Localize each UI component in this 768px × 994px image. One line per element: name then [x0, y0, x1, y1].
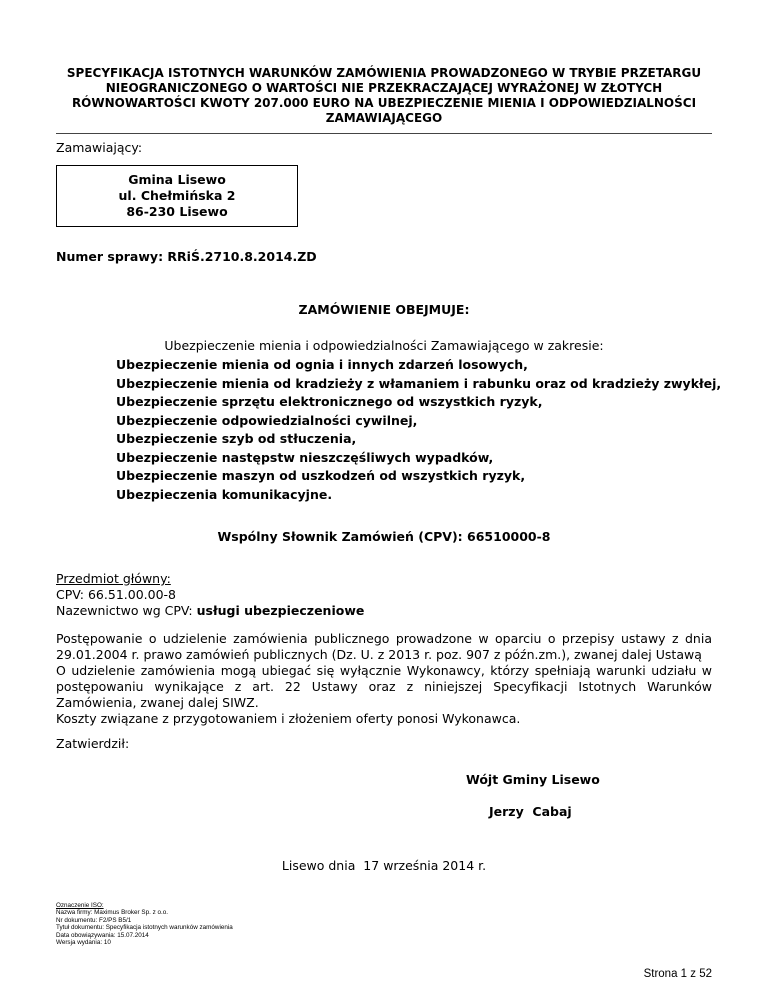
orderer-city: 86-230 Lisewo — [126, 204, 228, 219]
scope-item: Ubezpieczenie mienia od kradzieży z włamaniem i rabunku oraz od kradzieży zwykłej, — [116, 375, 722, 391]
approver-name: Jerzy Cabaj — [489, 804, 572, 819]
scope-item: Ubezpieczenie odpowiedzialności cywilnej, — [116, 412, 418, 428]
iso-heading: Oznaczenie ISO: — [56, 902, 104, 909]
cpv-name — [56, 603, 364, 619]
orderer-label: Zamawiający: — [56, 140, 143, 155]
place-date: Lisewo dnia 17 września 2014 r. — [281, 858, 487, 873]
cpv-dictionary: Wspólny Słownik Zamówień (CPV): 66510000-8 — [217, 529, 551, 544]
scope-item: Ubezpieczenie następstw nieszczęśliwych wypadków, — [116, 449, 494, 465]
procedure-paragraph — [56, 631, 712, 727]
scope-item: Ubezpieczenie szyb od stłuczenia, — [116, 431, 357, 446]
scope-list — [116, 356, 721, 504]
scope-item: Ubezpieczenie mienia od ognia i innych zdarzeń losowych, — [116, 357, 528, 372]
procedure-text-2: O udzielenie zamówienia mogą ubiegać się wyłącznie Wykonawcy, którzy spełniają warunki udziału w postępowaniu wynikające z art. 22 Ustawy oraz z niniejszej Specyfikacji Istotnych Warunków Zamówienia, zwanej dalej SIWZ. — [56, 663, 712, 710]
title-line: NIEOGRANICZONEGO O WARTOŚCI NIE PRZEKRACZAJĄCEJ WYRAŻONEJ W ZŁOTYCH — [105, 81, 663, 95]
iso-line: Tytuł dokumentu: Specyfikacja istotnych warunków zamówienia — [56, 924, 233, 932]
page-number: Strona 1 z 52 — [643, 968, 712, 980]
cpv-name-value: usługi ubezpieczeniowe — [196, 603, 365, 618]
header-divider — [56, 133, 712, 134]
approval-label: Zatwierdził: — [56, 736, 130, 751]
case-number: Numer sprawy: RRiŚ.2710.8.2014.ZD — [56, 249, 317, 264]
title-line: ZAMAWIAJĄCEGO — [325, 111, 443, 125]
scope-item: Ubezpieczenie sprzętu elektronicznego od wszystkich ryzyk, — [116, 394, 543, 409]
scope-item: Ubezpieczenie maszyn od uszkodzeń od wszystkich ryzyk, — [116, 468, 526, 483]
iso-line: Data obowiązywania: 15.07.2014 — [56, 931, 149, 939]
orderer-street: ul. Chełmińska 2 — [118, 188, 236, 203]
orderer-address-box — [56, 165, 298, 227]
iso-block — [56, 902, 233, 946]
procedure-text-3: Koszty związane z przygotowaniem i złożeniem oferty ponosi Wykonawca. — [56, 711, 521, 726]
approver-role: Wójt Gminy Lisewo — [466, 772, 600, 787]
iso-line: Nr dokumentu: F2/PS B5/1 — [56, 916, 132, 924]
iso-line: Nazwa firmy: Maximus Broker Sp. z o.o. — [56, 909, 168, 917]
title-line: RÓWNOWARTOŚCI KWOTY 207.000 EURO NA UBEZPIECZENIE MIENIA I ODPOWIEDZIALNOŚCI — [71, 96, 697, 110]
scope-intro: Ubezpieczenie mienia i odpowiedzialności Zamawiającego w zakresie: — [164, 338, 604, 353]
procedure-text-1: Postępowanie o udzielenie zamówienia publicznego prowadzone w oparciu o przepisy ustawy z dnia 29.01.2004 r. prawo zamówień publicznych (Dz. U. z 2013 r. poz. 907 z późn.zm.), zwanej dalej Ustawą — [56, 631, 712, 662]
orderer-name: Gmina Lisewo — [128, 172, 226, 187]
title-line: SPECYFIKACJA ISTOTNYCH WARUNKÓW ZAMÓWIENIA PROWADZONEGO W TRYBIE PRZETARGU — [66, 66, 702, 80]
cpv-name-label: Nazewnictwo wg CPV: — [56, 603, 197, 618]
scope-item: Ubezpieczenia komunikacyjne. — [116, 486, 333, 502]
cpv-code: CPV: 66.51.00.00-8 — [56, 587, 176, 602]
document-title — [56, 66, 712, 126]
subject-label: Przedmiot główny: — [56, 571, 171, 586]
scope-heading: ZAMÓWIENIE OBEJMUJE: — [298, 302, 470, 317]
iso-line: Wersja wydania: 10 — [56, 939, 111, 947]
